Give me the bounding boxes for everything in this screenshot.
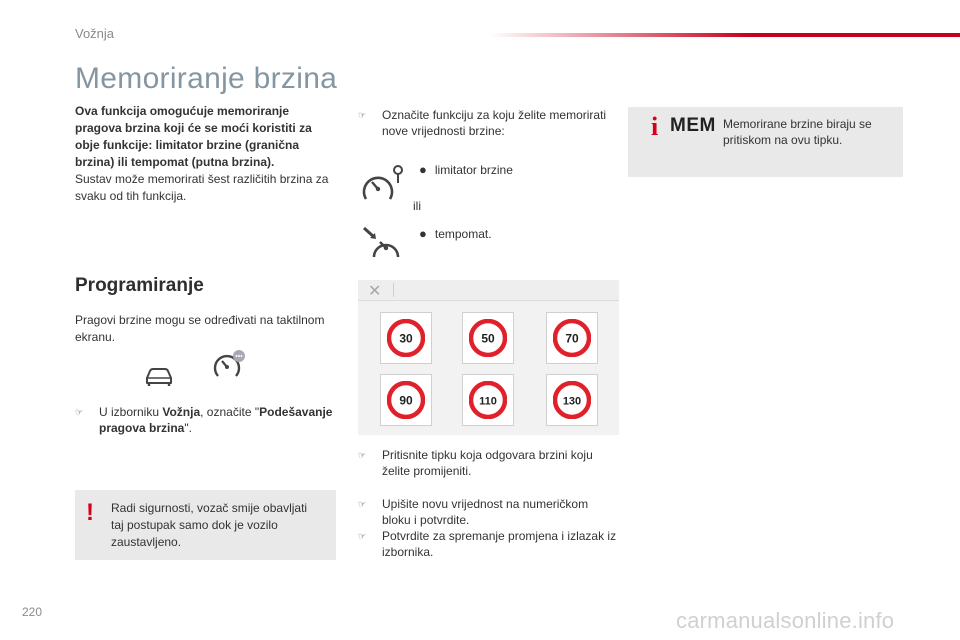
speed-limit-sign-icon [469, 381, 507, 419]
speed-limit-sign-icon [553, 319, 591, 357]
section-label: Vožnja [75, 26, 115, 41]
pointing-finger-icon: ☞ [358, 531, 367, 541]
page-number: 220 [22, 605, 43, 619]
step-enter-text: Upišite novu vrijednost na numeričkom bloku i potvrdite. [382, 497, 589, 527]
close-icon[interactable]: ✕ [368, 283, 382, 300]
step-mid: , označite " [200, 405, 260, 419]
step-select-function [358, 107, 620, 139]
speed-key[interactable] [546, 312, 598, 364]
page-title: Memoriranje brzina [75, 62, 338, 95]
header-accent-bar [490, 33, 960, 37]
pointing-finger-icon: ☞ [358, 450, 367, 460]
speed-value: 90 [399, 393, 413, 408]
step-press-text: Pritisnite tipku koja odgovara brzini koju želite promijeniti. [382, 448, 593, 478]
section-heading-programming: Programiranje [75, 275, 204, 296]
speed-key[interactable] [462, 312, 514, 364]
or-text: ili [413, 199, 421, 213]
mem-button-label: MEM [670, 115, 716, 136]
step-confirm-text: Potvrdite za spremanje promjena i izlazak iz izbornika. [382, 529, 617, 559]
intro-bold-text: Ova funkcija omogućuje memoriranje pragova brzina koji će se moći koristiti za obje funkcije: limitator brzine (granična brzina) ili tempomat (putna brzina). [75, 104, 312, 169]
option-cruise-label: tempomat. [434, 227, 492, 241]
warning-icon: ! [86, 499, 94, 526]
speed-key[interactable] [546, 374, 598, 426]
toolbar-divider [393, 283, 394, 297]
screen-toolbar [358, 280, 619, 301]
speedometer-settings-icon [212, 348, 248, 382]
speed-value: 30 [399, 331, 413, 346]
step-select-text: Označite funkciju za koju želite memorirati nove vrijednosti brzine: [382, 108, 607, 138]
warning-text: Radi sigurnosti, vozač smije obavljati taj postupak samo dok je vozilo zaustavljeno. [111, 501, 308, 549]
speed-limit-sign-icon [387, 381, 425, 419]
speed-value: 70 [565, 331, 579, 346]
speed-limit-sign-icon [553, 381, 591, 419]
speed-key[interactable] [380, 312, 432, 364]
step-press-key [358, 447, 620, 479]
speed-value: 50 [481, 331, 495, 346]
setting-name: Podešavanje pragova brzina [99, 405, 333, 435]
speed-key[interactable] [462, 374, 514, 426]
watermark: carmanualsonline.info [676, 608, 895, 633]
speed-limit-sign-icon [469, 319, 507, 357]
speed-value: 110 [479, 395, 497, 408]
speed-value: 130 [562, 395, 582, 408]
option-limiter: ● limitator brzine [419, 162, 513, 177]
step-enter-value [358, 496, 620, 528]
speed-key[interactable] [380, 374, 432, 426]
step-confirm [358, 528, 620, 560]
info-text: Memorirane brzine biraju se pritiskom na ovu tipku. [723, 117, 872, 147]
step-suffix: ". [184, 421, 192, 435]
intro-text: Sustav može memorirati šest različitih brzina za svaku od tih funkcija. [75, 172, 329, 203]
speed-limit-sign-icon [387, 319, 425, 357]
programming-text: Pragovi brzine mogu se određivati na taktilnom ekranu. [75, 313, 325, 344]
pointing-finger-icon: ☞ [358, 499, 367, 509]
step-prefix: U izborniku [99, 405, 163, 419]
car-icon [143, 362, 175, 388]
menu-name: Vožnja [162, 405, 201, 419]
speedometer-limiter-icon [360, 163, 408, 205]
pointing-finger-icon: ☞ [358, 110, 367, 120]
pointing-finger-icon: ☞ [75, 407, 84, 417]
info-icon: i [651, 112, 659, 141]
step-open-menu [75, 404, 337, 436]
option-cruise: ● tempomat. [419, 226, 492, 241]
speedometer-cruise-icon [362, 225, 410, 261]
option-limiter-label: limitator brzine [434, 163, 513, 177]
